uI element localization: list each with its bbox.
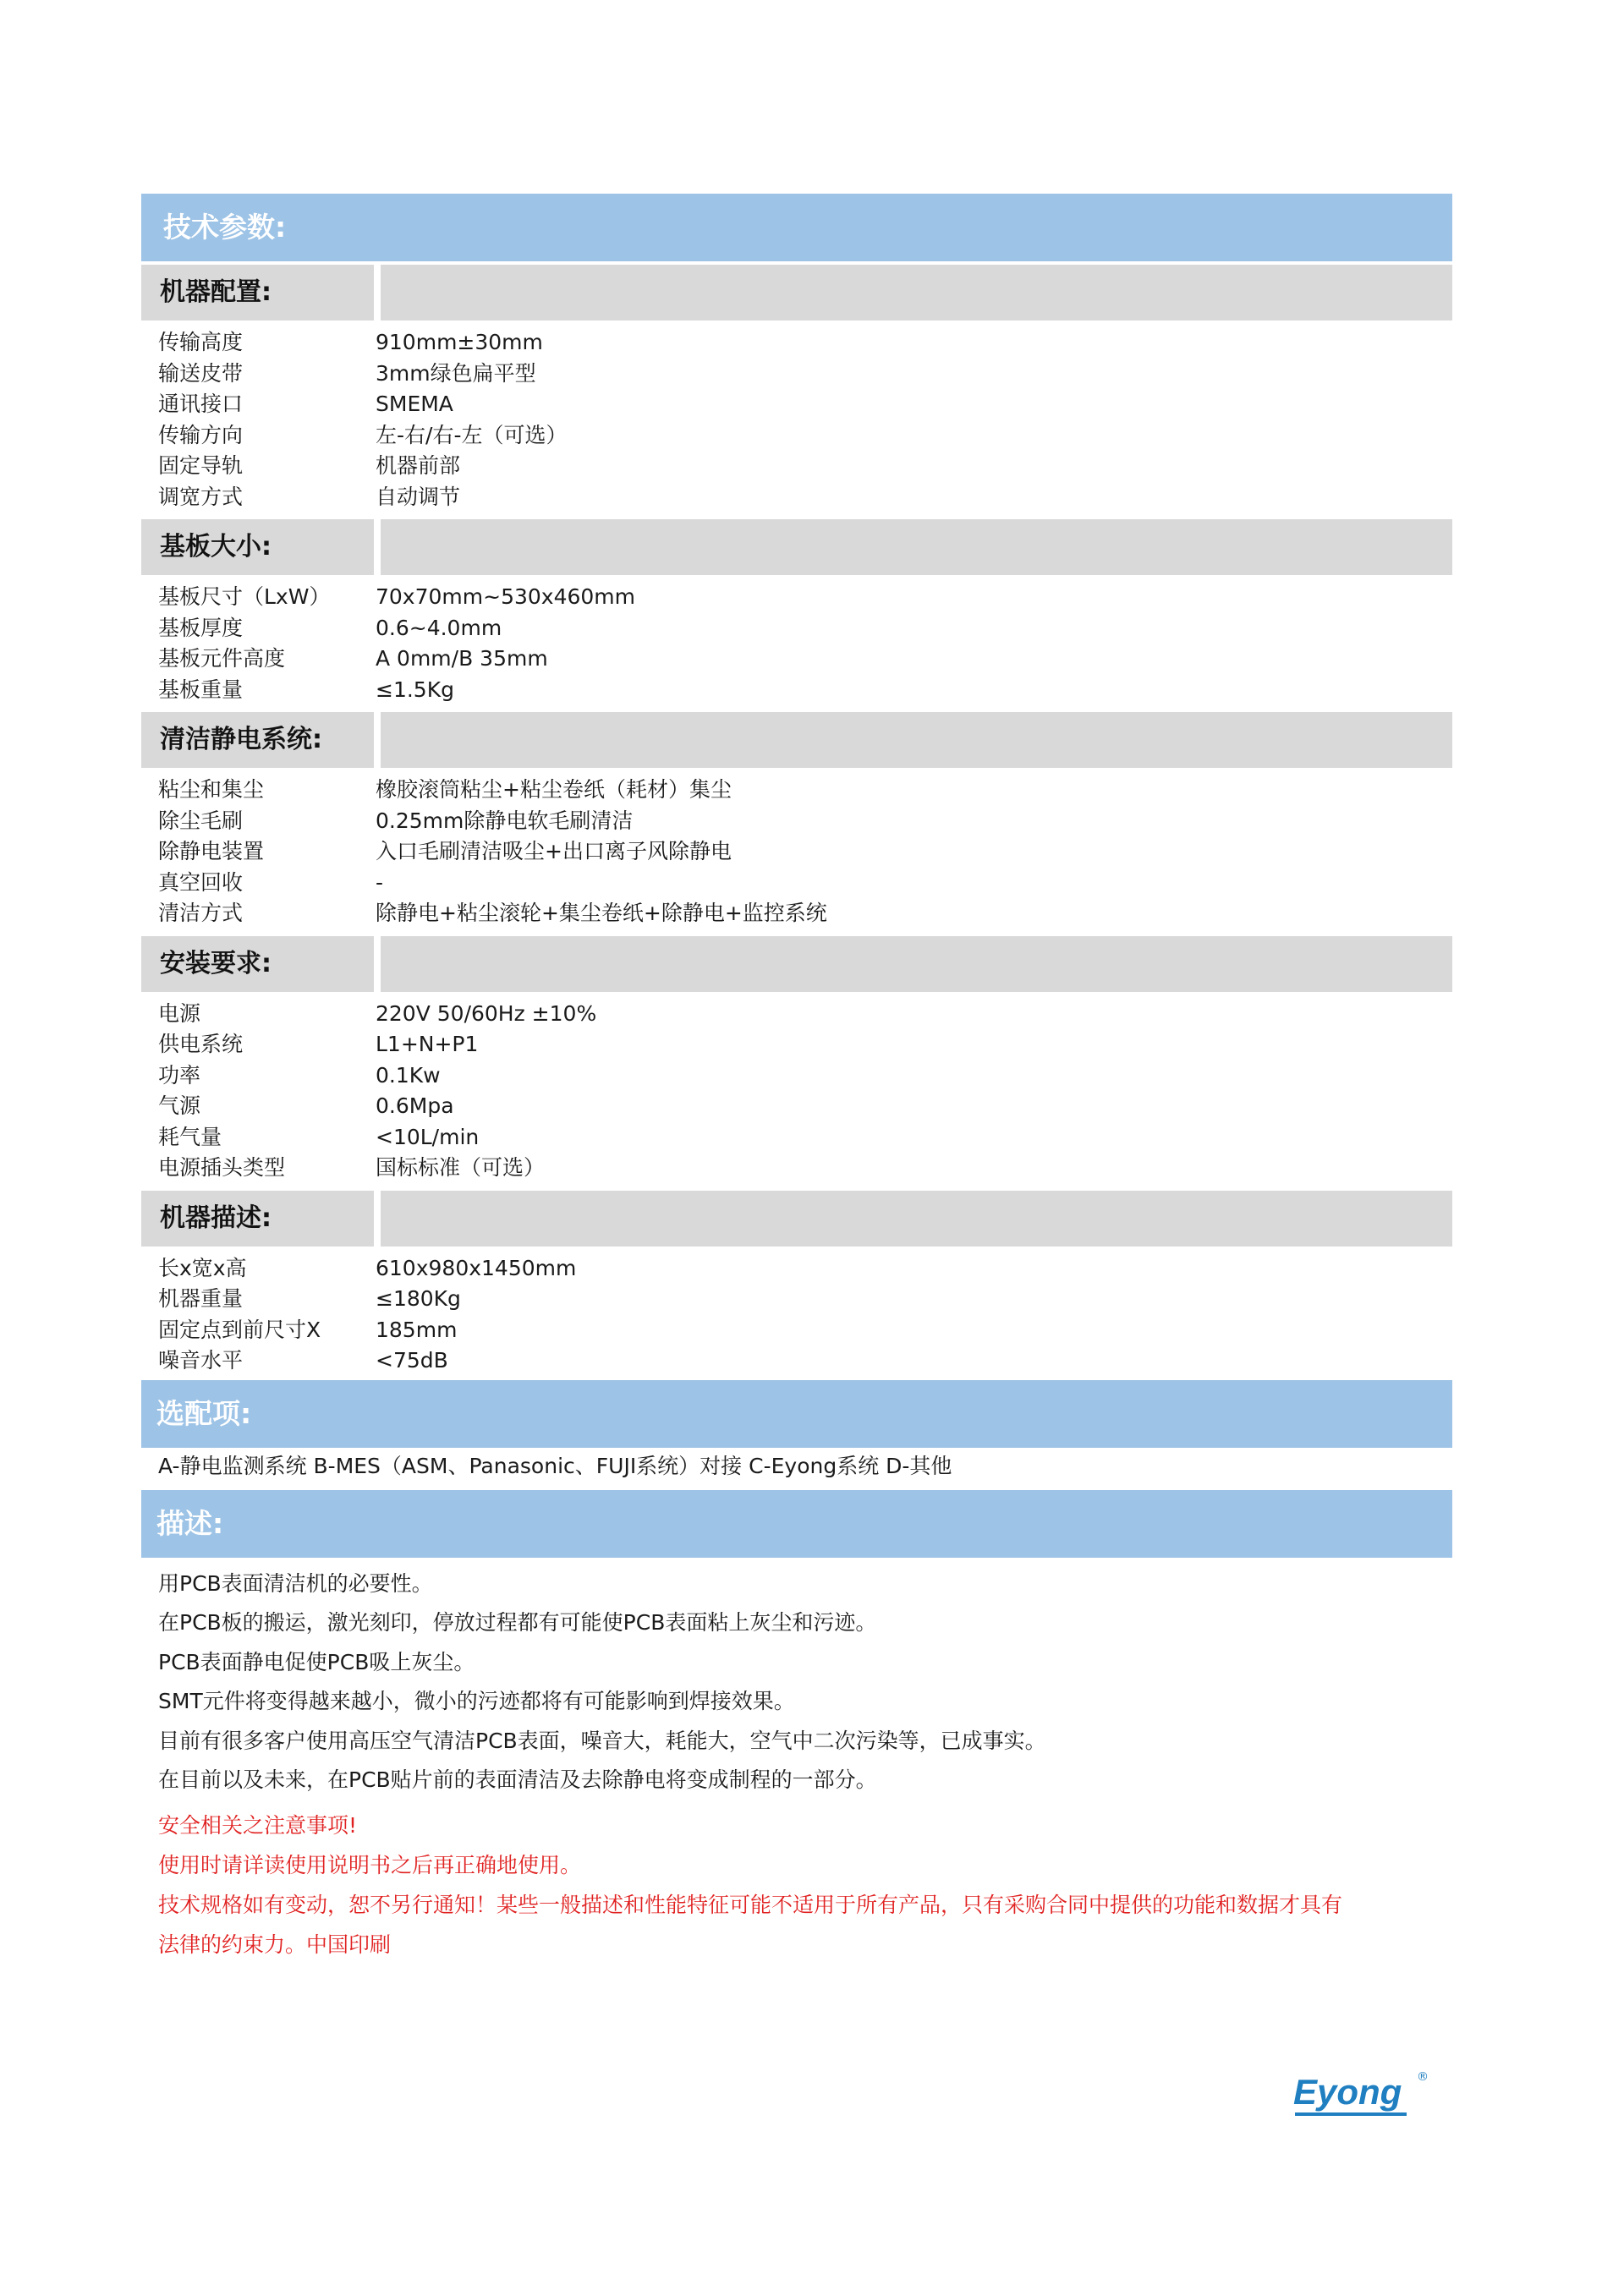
spec-sheet (141, 194, 1452, 1964)
options-text: A-静电监测系统 B-MES（ASM、Panasonic、FUJI系统）对接 C-Eyong系统 D-其他 (158, 1453, 952, 1478)
spec-value: A 0mm/B 35mm (376, 646, 548, 671)
spec-label: 耗气量 (158, 1124, 222, 1149)
spec-value: 0.6~4.0mm (376, 615, 502, 640)
section-rows (141, 575, 1452, 709)
spec-row (141, 482, 1452, 513)
spec-label: 固定导轨 (158, 453, 244, 478)
spec-label: 除静电装置 (158, 839, 265, 863)
description-paragraph: 在目前以及未来，在PCB贴片前的表面清洁及去除静电将变成制程的一部分。 (158, 1767, 877, 1792)
spec-value: 0.1Kw (376, 1062, 441, 1088)
spec-value: SMEMA (376, 392, 453, 416)
spec-label: 供电系统 (158, 1032, 244, 1056)
spec-value: 0.25mm除静电软毛刷清洁 (376, 808, 634, 833)
description-body (141, 1558, 1452, 1800)
spec-value: 机器前部 (376, 453, 461, 478)
spec-row (141, 359, 1452, 390)
section-header (141, 519, 1452, 575)
spec-row (141, 999, 1452, 1030)
spec-value: 185mm (376, 1317, 458, 1342)
spec-row (141, 389, 1452, 420)
spec-label: 基板重量 (158, 677, 244, 702)
spec-row (141, 327, 1452, 359)
spec-label: 传输方向 (158, 422, 244, 447)
spec-label: 除尘毛刷 (158, 808, 244, 833)
spec-value: ≤1.5Kg (376, 677, 454, 702)
spec-label: 传输高度 (158, 330, 244, 354)
spec-sections (141, 265, 1452, 1380)
spec-row (141, 613, 1452, 644)
spec-label: 长x宽x高 (158, 1255, 247, 1280)
section-rows (141, 1247, 1452, 1380)
safety-note: 使用时请详读使用说明书之后再正确地使用。 (158, 1852, 582, 1877)
spec-value: <10L/min (376, 1124, 480, 1149)
section-header (141, 1191, 1452, 1247)
spec-label: 电源 (158, 1000, 201, 1026)
section-header (141, 265, 1452, 321)
safety-note: 法律的约束力。中国印刷 (158, 1932, 392, 1957)
spec-label: 电源插头类型 (158, 1155, 286, 1180)
options-heading: 选配项: (141, 1380, 1452, 1448)
spec-value: <75dB (376, 1348, 448, 1373)
spec-label: 粘尘和集尘 (158, 777, 265, 802)
spec-value: 910mm±30mm (376, 330, 543, 354)
spec-row (141, 1253, 1452, 1285)
logo-graphic (1290, 2063, 1442, 2131)
spec-label: 基板尺寸（LxW） (158, 584, 331, 609)
spec-label: 固定点到前尺寸X (158, 1317, 321, 1342)
safety-note: 技术规格如有变动，恕不另行通知！某些一般描述和性能特征可能不适用于所有产品，只有采购合同中提供的功能和数据才具有 (158, 1892, 1343, 1917)
logo-text: Eyong (1293, 2072, 1402, 2112)
spec-value: 70x70mm~530x460mm (376, 584, 636, 609)
spec-row (141, 1122, 1452, 1153)
spec-value: 220V 50/60Hz ±10% (376, 1000, 597, 1026)
spec-value: 自动调节 (376, 484, 461, 509)
spec-value: 3mm绿色扁平型 (376, 360, 536, 386)
section-header (141, 712, 1452, 768)
spec-label: 功率 (158, 1062, 201, 1088)
description-paragraph: SMT元件将变得越来越小，微小的污迹都将有可能影响到焊接效果。 (158, 1689, 795, 1713)
spec-label: 清洁方式 (158, 901, 244, 925)
spec-value: 国标标准（可选） (376, 1155, 546, 1180)
spec-row (141, 868, 1452, 899)
section-rows (141, 992, 1452, 1187)
section-rows (141, 768, 1452, 933)
description-paragraph: 目前有很多客户使用高压空气清洁PCB表面，噪音大，耗能大，空气中二次污染等，已成事实。 (158, 1728, 1046, 1753)
spec-row (141, 1315, 1452, 1346)
section-heading: 机器配置: (141, 265, 374, 321)
description-paragraph: PCB表面静电促使PCB吸上灰尘。 (158, 1649, 475, 1674)
spec-value: 左-右/右-左（可选） (376, 422, 568, 447)
spec-label: 输送皮带 (158, 360, 244, 386)
spec-row (141, 775, 1452, 806)
spec-row (141, 898, 1452, 929)
spec-value: - (376, 869, 384, 895)
spec-label: 气源 (158, 1093, 201, 1118)
spec-label: 基板厚度 (158, 615, 244, 640)
section-heading: 基板大小: (141, 519, 374, 575)
section-rows (141, 321, 1452, 516)
spec-row (141, 644, 1452, 675)
safety-notes (141, 1806, 1452, 1964)
description-paragraph: 用PCB表面清洁机的必要性。 (158, 1570, 433, 1596)
spec-label: 调宽方式 (158, 484, 244, 509)
description-paragraph: 在PCB板的搬运，激光刻印，停放过程都有可能使PCB表面粘上灰尘和污迹。 (158, 1610, 877, 1635)
section-heading: 清洁静电系统: (141, 712, 374, 768)
description-heading: 描述: (141, 1490, 1452, 1558)
spec-value: ≤180Kg (376, 1286, 461, 1311)
spec-row (141, 420, 1452, 452)
section-heading: 安装要求: (141, 936, 374, 992)
section-heading: 机器描述: (141, 1191, 374, 1247)
spec-row (141, 806, 1452, 837)
safety-note: 安全相关之注意事项! (158, 1812, 358, 1838)
spec-label: 真空回收 (158, 869, 244, 895)
spec-row (141, 1153, 1452, 1184)
section-header (141, 936, 1452, 992)
spec-label: 基板元件高度 (158, 646, 286, 671)
spec-row (141, 1091, 1452, 1122)
spec-label: 机器重量 (158, 1286, 244, 1311)
spec-value: 橡胶滚筒粘尘+粘尘卷纸（耗材）集尘 (376, 777, 732, 802)
spec-label: 通讯接口 (158, 392, 244, 416)
spec-value: 0.6Mpa (376, 1093, 454, 1118)
page-title: 技术参数: (141, 194, 1452, 261)
eyong-logo (1290, 2063, 1442, 2131)
spec-value: 除静电+粘尘滚轮+集尘卷纸+除静电+监控系统 (376, 901, 827, 925)
spec-row (141, 675, 1452, 706)
spec-value: L1+N+P1 (376, 1032, 479, 1056)
spec-value: 入口毛刷清洁吸尘+出口离子风除静电 (376, 839, 732, 863)
spec-row (141, 1060, 1452, 1092)
spec-row (141, 582, 1452, 613)
spec-row (141, 1345, 1452, 1377)
spec-row (141, 1029, 1452, 1060)
spec-row (141, 1284, 1452, 1315)
spec-label: 噪音水平 (158, 1348, 244, 1373)
logo-mark: ® (1417, 2070, 1429, 2084)
spec-value: 610x980x1450mm (376, 1255, 577, 1280)
spec-row (141, 451, 1452, 482)
spec-row (141, 836, 1452, 868)
